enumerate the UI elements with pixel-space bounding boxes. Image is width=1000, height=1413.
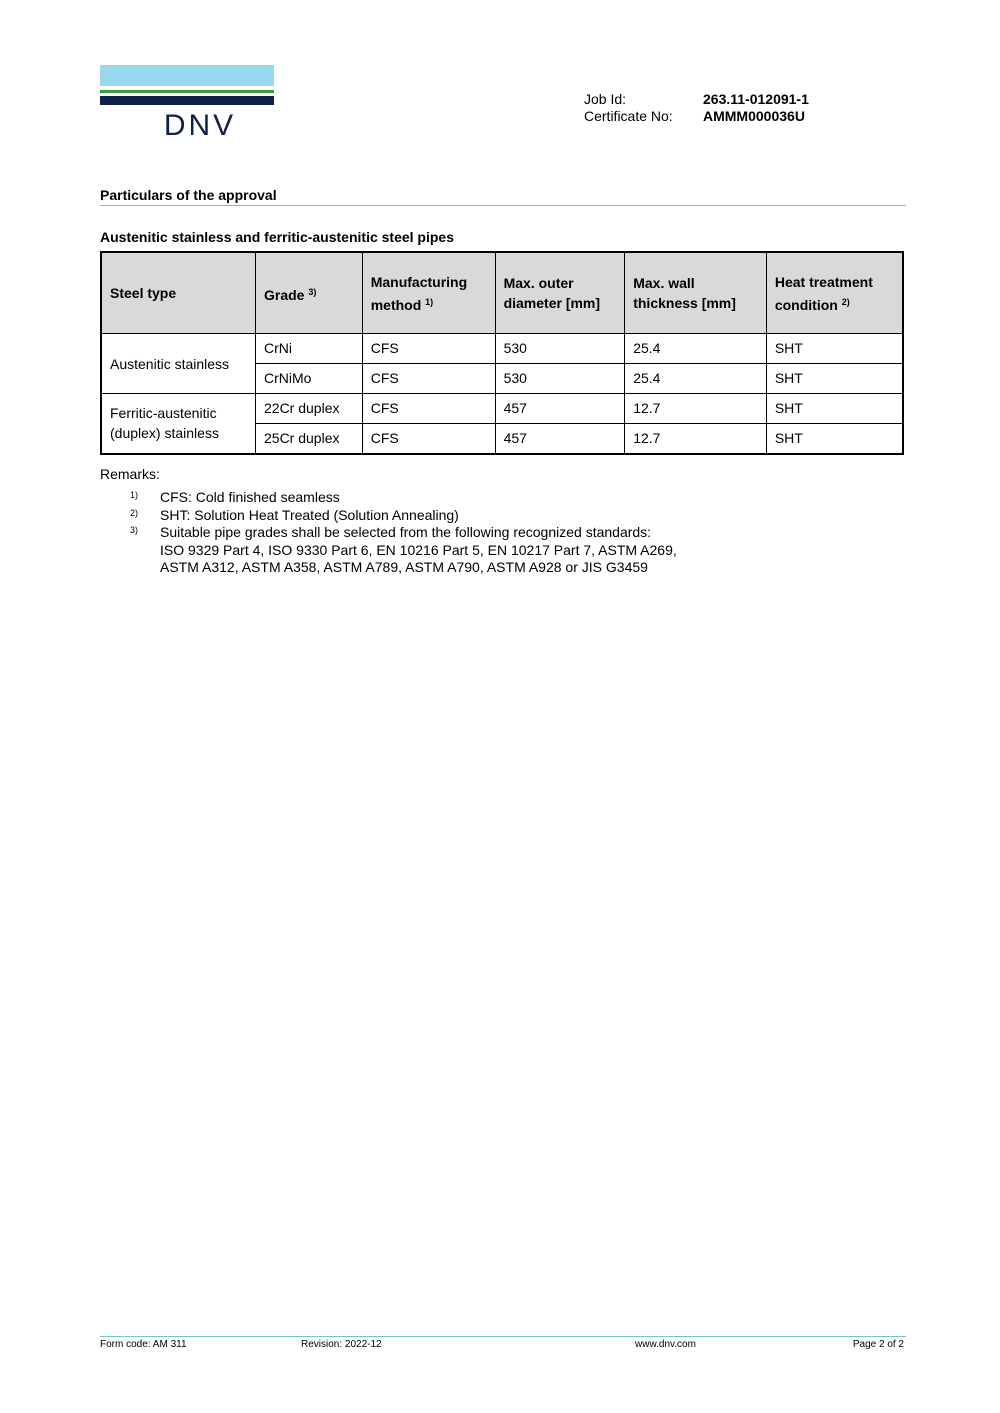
certificate-label: Certificate No:	[584, 108, 673, 124]
job-id-value: 263.11-012091-1	[703, 91, 809, 107]
grade-cell: 22Cr duplex	[256, 394, 363, 424]
footer-revision: Revision: 2022-12	[301, 1339, 382, 1350]
method-cell: CFS	[362, 364, 495, 394]
table-title: Austenitic stainless and ferritic-austenitic steel pipes	[100, 229, 454, 245]
heat-cell: SHT	[766, 424, 903, 454]
thickness-cell: 12.7	[625, 394, 767, 424]
footer-divider	[100, 1336, 906, 1337]
header-thickness: Max. wall thickness [mm]	[625, 252, 767, 334]
thickness-cell: 25.4	[625, 364, 767, 394]
thickness-cell: 25.4	[625, 334, 767, 364]
table-header-row	[101, 252, 903, 334]
diameter-cell: 530	[495, 334, 625, 364]
certificate-ids	[584, 91, 809, 125]
header-method: Manufacturing method $^{1)}$	[362, 252, 495, 334]
heat-cell: SHT	[766, 334, 903, 364]
table-row	[101, 394, 903, 424]
diameter-cell: 457	[495, 394, 625, 424]
job-id-label: Job Id:	[584, 91, 627, 107]
heat-cell: SHT	[766, 364, 903, 394]
remark-text: SHT: Solution Heat Treated (Solution Annealing)	[160, 506, 459, 523]
steel-type-cell: Austenitic stainless	[101, 334, 256, 394]
remark-text: CFS: Cold finished seamless	[160, 489, 340, 505]
header-steel-type: Steel type	[101, 252, 256, 334]
remark-number: 1)	[130, 490, 139, 500]
grade-cell: 25Cr duplex	[256, 424, 363, 454]
section-title: Particulars of the approval	[100, 187, 277, 203]
grade-cell: CrNi	[256, 334, 363, 364]
remark-number: 3)	[130, 525, 139, 535]
header-grade: Grade $^{3)}$	[256, 252, 363, 334]
remarks-list	[130, 489, 760, 577]
logo-navy-band	[100, 96, 274, 105]
diameter-cell: 530	[495, 364, 625, 394]
dnv-logo	[100, 65, 274, 141]
footer-page-number: Page 2 of 2	[852, 1339, 904, 1350]
method-cell: CFS	[362, 424, 495, 454]
logo-sky-band	[100, 65, 274, 86]
grade-cell: CrNiMo	[256, 364, 363, 394]
remark-text: Suitable pipe grades shall be selected from the following recognized standards: ISO 9329 Part 4, ISO 9330 Part 6, EN 10216 Part 5, EN 10217 Part 7, ASTM A269, ASTM A312, ASTM A358, ASTM A789, ASTM A790, ASTM A928 or JIS G3459	[160, 524, 677, 575]
method-cell: CFS	[362, 394, 495, 424]
remark-item	[130, 524, 760, 577]
thickness-cell: 12.7	[625, 424, 767, 454]
footer-website: www.dnv.com	[635, 1339, 696, 1350]
approval-table	[100, 251, 904, 455]
diameter-cell: 457	[495, 424, 625, 454]
remark-number: 2)	[130, 507, 139, 518]
table-row	[101, 334, 903, 364]
section-divider	[100, 205, 906, 206]
logo-wordmark: DNV	[163, 109, 237, 142]
method-cell: CFS	[362, 334, 495, 364]
steel-type-cell: Ferritic-austenitic (duplex) stainless	[101, 394, 256, 454]
logo-green-band	[100, 90, 274, 93]
certificate-value: AMMM000036U	[703, 108, 805, 124]
remarks-label: Remarks:	[100, 466, 160, 482]
remark-item	[130, 507, 760, 525]
remark-item	[130, 489, 760, 507]
heat-cell: SHT	[766, 394, 903, 424]
header-heat-treatment: Heat treatment condition $^{2)}$	[766, 252, 903, 334]
header-diameter: Max. outer diameter [mm]	[495, 252, 625, 334]
footer-form-code: Form code: AM 311	[100, 1339, 187, 1350]
